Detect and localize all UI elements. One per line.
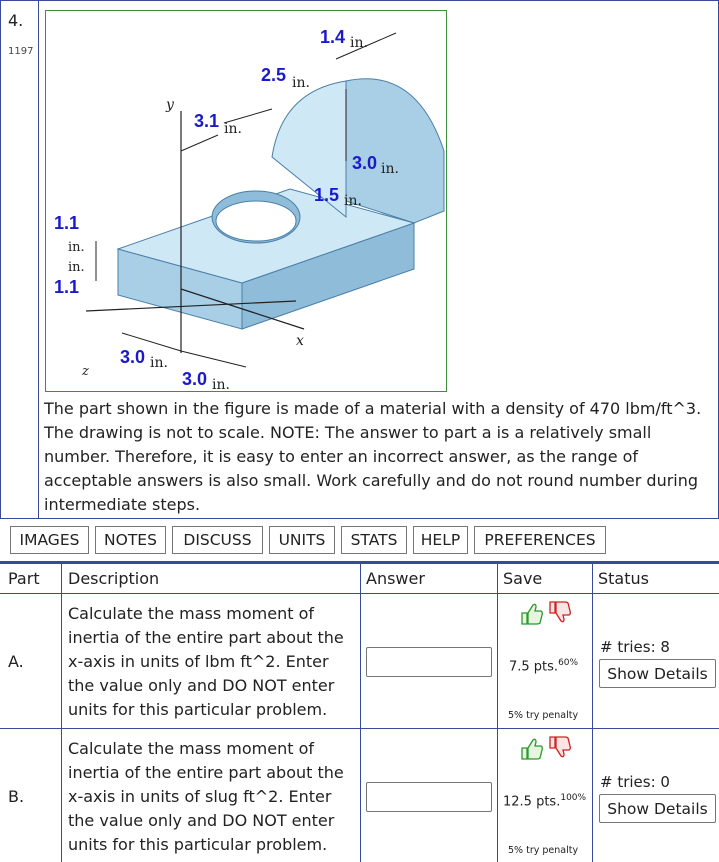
- description-line: the value only and DO NOT enter: [68, 811, 335, 830]
- description-line: units for this particular problem.: [68, 835, 328, 854]
- preferences-button[interactable]: PREFERENCES: [474, 526, 606, 554]
- header-part: Part: [8, 569, 40, 588]
- help-button[interactable]: HELP: [413, 526, 468, 554]
- dim-3-0-b-unit: in.: [212, 377, 230, 391]
- part-description: [68, 602, 358, 722]
- tries-count: # tries: 8: [600, 638, 670, 656]
- answer-input[interactable]: [366, 647, 492, 677]
- dim-1-5: 1.5: [314, 185, 340, 205]
- dim-3-1-unit: in.: [224, 121, 242, 137]
- dim-2-5: 2.5: [261, 65, 287, 85]
- dim-3-1: 3.1: [194, 111, 220, 131]
- rating-icons: [518, 599, 578, 627]
- question-number-column: [1, 1, 39, 519]
- show-details-button[interactable]: Show Details: [599, 794, 716, 823]
- units-button[interactable]: UNITS: [269, 526, 335, 554]
- z-axis-label: z: [82, 364, 89, 379]
- hole-inner: [216, 201, 296, 241]
- points-percent: 100%: [560, 793, 587, 803]
- points-label: 12.5 pts.: [503, 794, 561, 810]
- images-button[interactable]: IMAGES: [10, 526, 89, 554]
- dim-3-0-a: 3.0: [120, 347, 146, 367]
- rating-icons: [518, 734, 578, 762]
- dim-3-0-radius: 3.0: [352, 153, 378, 173]
- dim-3-0-b: 3.0: [182, 369, 208, 389]
- description-line: Calculate the mass moment of: [68, 739, 315, 758]
- header-save: Save: [503, 569, 543, 588]
- header-answer: Answer: [366, 569, 425, 588]
- show-details-button[interactable]: Show Details: [599, 659, 716, 688]
- points-percent: 60%: [558, 658, 579, 668]
- engineering-drawing: [46, 11, 446, 391]
- problem-figure: [45, 10, 447, 392]
- points-label: 7.5 pts.: [509, 659, 559, 675]
- description-line: x-axis in units of slug ft^2. Enter: [68, 787, 332, 806]
- description-line: units for this particular problem.: [68, 700, 328, 719]
- row-divider: [0, 593, 719, 594]
- try-penalty: 5% try penalty: [508, 710, 579, 721]
- stats-button[interactable]: STATS: [341, 526, 407, 554]
- part-label: A.: [8, 652, 24, 671]
- column-divider: [497, 563, 498, 862]
- column-divider: [61, 563, 62, 862]
- question-number: 4.: [8, 11, 24, 30]
- question-id: 1197: [8, 46, 34, 57]
- dim-3-0-radius-unit: in.: [381, 161, 399, 177]
- try-penalty: 5% try penalty: [508, 845, 579, 856]
- description-line: inertia of the entire part about the: [68, 628, 344, 647]
- part-description: [68, 737, 358, 857]
- x-axis-label: x: [296, 333, 304, 349]
- parts-table: [0, 563, 719, 862]
- description-line: x-axis in units of lbm ft^2. Enter: [68, 652, 329, 671]
- dim-1-1-top-unit: in.: [68, 240, 85, 255]
- dim-1-1-bottom: 1.1: [54, 277, 80, 297]
- header-status: Status: [598, 569, 649, 588]
- discuss-button[interactable]: DISCUSS: [172, 526, 263, 554]
- dim-1-1-bottom-unit: in.: [68, 260, 85, 275]
- thumbs-down-icon[interactable]: [550, 737, 570, 757]
- column-divider: [360, 563, 361, 862]
- column-divider: [592, 563, 593, 862]
- part-label: B.: [8, 787, 25, 806]
- dim-1-4-unit: in.: [350, 35, 368, 51]
- thumbs-up-icon[interactable]: [522, 604, 542, 624]
- notes-button[interactable]: NOTES: [95, 526, 166, 554]
- tries-count: # tries: 0: [600, 773, 670, 791]
- points-value: [503, 793, 586, 809]
- thumbs-up-icon[interactable]: [522, 739, 542, 759]
- question-text: The part shown in the figure is made of a material with a density of 470 lbm/ft^3. The drawing is not to scale. NOTE: The answer to part a is a relatively small number. Therefore, it is easy to enter an incorrect answer, as the range of acceptable answers is also small. Work carefully and do not round number during intermediate steps.: [44, 399, 702, 514]
- header-description: Description: [68, 569, 160, 588]
- answer-input[interactable]: [366, 782, 492, 812]
- description-line: inertia of the entire part about the: [68, 763, 344, 782]
- dim-3-0-a-unit: in.: [150, 355, 168, 371]
- description-line: Calculate the mass moment of: [68, 604, 315, 623]
- dim-1-1-top: 1.1: [54, 213, 80, 233]
- dim-2-5-unit: in.: [292, 75, 310, 91]
- dim-1-4: 1.4: [320, 27, 346, 47]
- points-value: [509, 658, 578, 674]
- dim-1-5-unit: in.: [344, 193, 362, 209]
- row-divider: [0, 728, 719, 729]
- thumbs-down-icon[interactable]: [550, 602, 570, 622]
- problem-toolbar: [0, 518, 719, 564]
- y-axis-label: y: [166, 97, 174, 113]
- description-line: the value only and DO NOT enter: [68, 676, 335, 695]
